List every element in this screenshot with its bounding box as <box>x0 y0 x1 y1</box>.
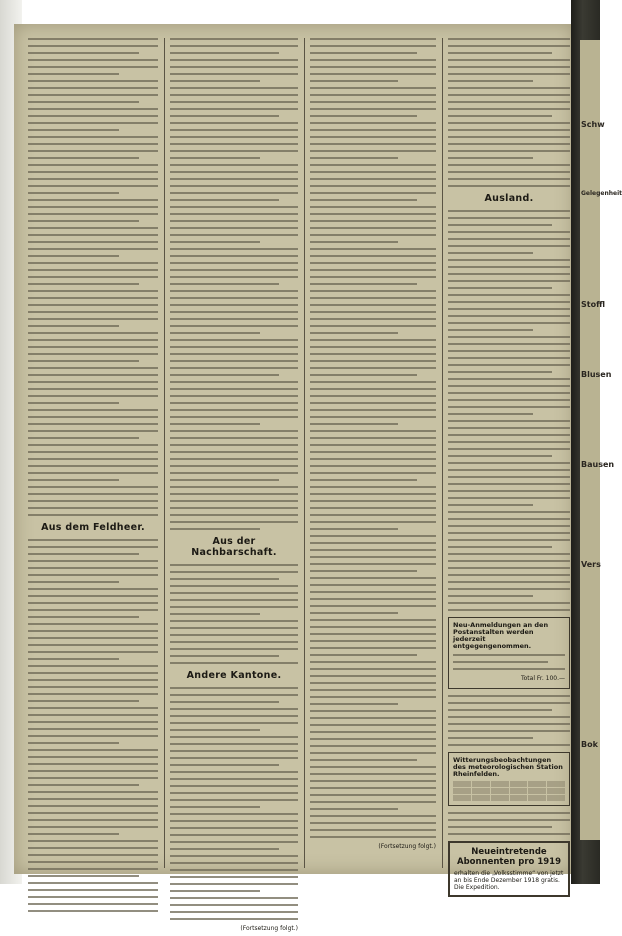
column-rule <box>304 38 305 868</box>
newspaper-page <box>14 24 574 932</box>
subscription-total: Total Fr. 100.— <box>520 675 565 682</box>
edge-fragment: Bausen <box>581 460 615 469</box>
column-2 <box>170 38 298 936</box>
signoff-col3: (Fortsetzung folgt.) <box>378 843 436 850</box>
edge-fragment: Stoffl <box>581 300 606 309</box>
section-heading-kantone: Andere Kantone. <box>186 670 282 681</box>
edge-fragment: Bok <box>581 740 598 749</box>
column-3 <box>310 38 436 854</box>
edge-fragment: Gelegenheit <box>581 190 622 197</box>
edge-fragment: Vers <box>581 560 601 569</box>
next-page-edge <box>580 40 622 840</box>
edge-fragment: Blusen <box>581 370 612 379</box>
weather-table-title: Witterungsbeobachtungen des meteorologischen Station Rheinfelden. <box>453 756 563 778</box>
section-heading-feldheer: Aus dem Feldheer. <box>41 522 145 533</box>
column-4 <box>448 38 570 903</box>
column-1 <box>28 38 158 917</box>
signoff-col2: (Fortsetzung folgt.) <box>240 925 298 932</box>
weather-table-box <box>448 752 570 806</box>
column-rule <box>164 38 165 868</box>
subscriber-notice-title: Neueintretende Abonnenten pro 1919 <box>457 847 561 867</box>
weather-table <box>453 781 565 801</box>
subscriber-notice <box>448 841 570 897</box>
subscriber-notice-text: erhalten die „Volksstimme“ von jetzt an bis Ende Dezember 1918 gratis. Die Expedition. <box>454 870 564 891</box>
section-heading-nachbarschaft: Aus der Nachbarschaft. <box>191 536 277 558</box>
column-rule <box>442 38 443 868</box>
subscription-box-title: Neu-Anmeldungen an den Postanstalten werden jederzeit entgegengenommen. <box>453 621 549 650</box>
section-heading-ausland: Ausland. <box>484 193 534 204</box>
edge-fragment: Schw <box>581 120 605 129</box>
subscription-box <box>448 617 570 689</box>
